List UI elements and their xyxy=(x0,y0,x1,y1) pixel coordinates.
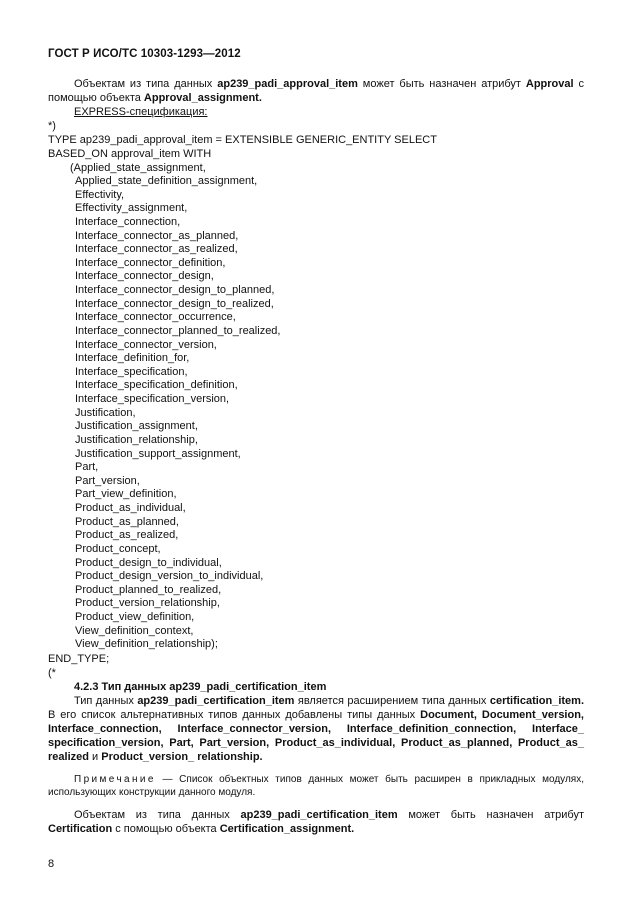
code-item: Interface_connector_design, xyxy=(75,270,214,283)
code-item: Applied_state_definition_assignment, xyxy=(75,175,258,187)
code-item: Interface_connector_design_to_planned, xyxy=(75,284,275,296)
code-close-comment: (* xyxy=(48,666,56,679)
express-label-line xyxy=(48,105,584,119)
code-item-list xyxy=(48,175,584,652)
code-item: Effectivity, xyxy=(75,188,125,201)
outro-bold-attribute: Certification xyxy=(48,822,113,835)
code-item: Effectivity_assignment, xyxy=(75,202,188,215)
code-item: Product_as_planned, xyxy=(75,515,179,528)
outro-bold-type: ap239_padi_certification_item xyxy=(240,808,398,821)
note-label: Примечание xyxy=(74,773,156,785)
intro-text-2: может быть назначен атрибут xyxy=(357,78,526,90)
code-item: Product_design_version_to_individual, xyxy=(75,570,264,583)
code-item: Part_version, xyxy=(75,474,140,487)
outro-text-3: с помощью объекта xyxy=(112,822,220,835)
intro-text-3: с помощью объекта xyxy=(48,78,584,104)
code-open-comment: *) xyxy=(48,120,56,132)
code-item: Interface_connector_as_realized, xyxy=(75,243,238,256)
code-item: Interface_definition_for, xyxy=(75,352,190,365)
section-bold-last-type: Product_version_ relationship. xyxy=(101,750,263,763)
code-item: Interface_connector_design_to_realized, xyxy=(75,297,274,310)
intro-bold-object: Approval_assignment. xyxy=(143,92,262,104)
section-bold-base: certification_item. xyxy=(489,694,585,707)
code-item: View_definition_context, xyxy=(75,624,194,637)
section-text-3: В его список альтернативных типов данных добавлены типы данных xyxy=(48,708,421,721)
code-item: Product_view_definition, xyxy=(75,611,195,623)
section-bold-type: ap239_padi_certification_item xyxy=(137,694,295,707)
note-paragraph xyxy=(48,773,584,799)
intro-text-1: Объектам из типа данных xyxy=(74,78,218,90)
code-item: Justification_relationship, xyxy=(75,433,198,446)
outro-text-1: Объектам из типа данных xyxy=(74,808,241,821)
code-item: Product_as_individual, xyxy=(75,502,186,514)
section-text-2: является расширением типа данных xyxy=(294,694,490,707)
code-item: Interface_specification, xyxy=(75,365,188,378)
outro-text-2: может быть назначен атрибут xyxy=(397,808,585,821)
section-bold-type-list: Document, Document_version, Interface_connection, Interface_connector_version, Interface_definition_connection, Interface_ specification_version, Part, Part_version, Product_as_individual, Product_as_planned, Product_as_ realized xyxy=(48,708,584,763)
intro-bold-type: ap239_padi_approval_item xyxy=(217,78,358,90)
code-item: View_definition_relationship); xyxy=(75,638,218,651)
express-label: EXPRESS-спецификация: xyxy=(74,106,208,118)
code-item: Product_concept, xyxy=(75,542,161,555)
section-text-1: Тип данных xyxy=(74,694,138,707)
express-code-block xyxy=(48,119,584,680)
code-item: Product_planned_to_realized, xyxy=(75,583,222,596)
page-content xyxy=(48,77,584,836)
page-number: 8 xyxy=(48,858,55,870)
section-heading: 4.2.3 Тип данных ap239_padi_certification_item xyxy=(74,680,327,693)
intro-paragraph xyxy=(48,77,584,105)
note-text: — Список объектных типов данных может быть расширен в прикладных модулях, использующих конструкции данного модуля. xyxy=(48,773,584,798)
code-item: Interface_connector_version, xyxy=(75,338,217,351)
code-first-item: (Applied_state_assignment, xyxy=(70,162,206,174)
code-item: Justification, xyxy=(75,406,136,419)
code-item: Interface_connector_planned_to_realized, xyxy=(75,324,281,337)
code-item: Product_as_realized, xyxy=(75,529,179,542)
code-type-line: TYPE ap239_padi_approval_item = EXTENSIBLE GENERIC_ENTITY SELECT xyxy=(48,134,437,146)
code-item: Justification_support_assignment, xyxy=(75,447,241,460)
code-item: Interface_connector_occurrence, xyxy=(75,311,236,324)
code-item: Interface_connector_as_planned, xyxy=(75,229,239,242)
code-based-on-line: BASED_ON approval_item WITH xyxy=(48,148,212,160)
code-item: Interface_specification_definition, xyxy=(75,379,238,392)
code-item: Interface_connector_definition, xyxy=(75,256,226,269)
intro-bold-attribute: Approval xyxy=(525,78,574,90)
outro-paragraph xyxy=(48,808,584,836)
code-end-type: END_TYPE; xyxy=(48,652,110,665)
code-item: Product_design_to_individual, xyxy=(75,556,222,569)
code-item: Part_view_definition, xyxy=(75,488,177,501)
outro-bold-object: Certification_assignment. xyxy=(219,822,355,835)
code-item: Justification_assignment, xyxy=(75,420,198,433)
code-item: Interface_specification_version, xyxy=(75,393,230,405)
code-item: Part, xyxy=(75,461,99,474)
section-paragraph xyxy=(48,694,584,764)
section-text-4: и xyxy=(88,750,102,763)
code-item: Interface_connection, xyxy=(75,215,181,228)
code-item: Product_version_relationship, xyxy=(75,597,220,610)
document-header: ГОСТ Р ИСО/ТС 10303-1293—2012 xyxy=(48,48,241,60)
